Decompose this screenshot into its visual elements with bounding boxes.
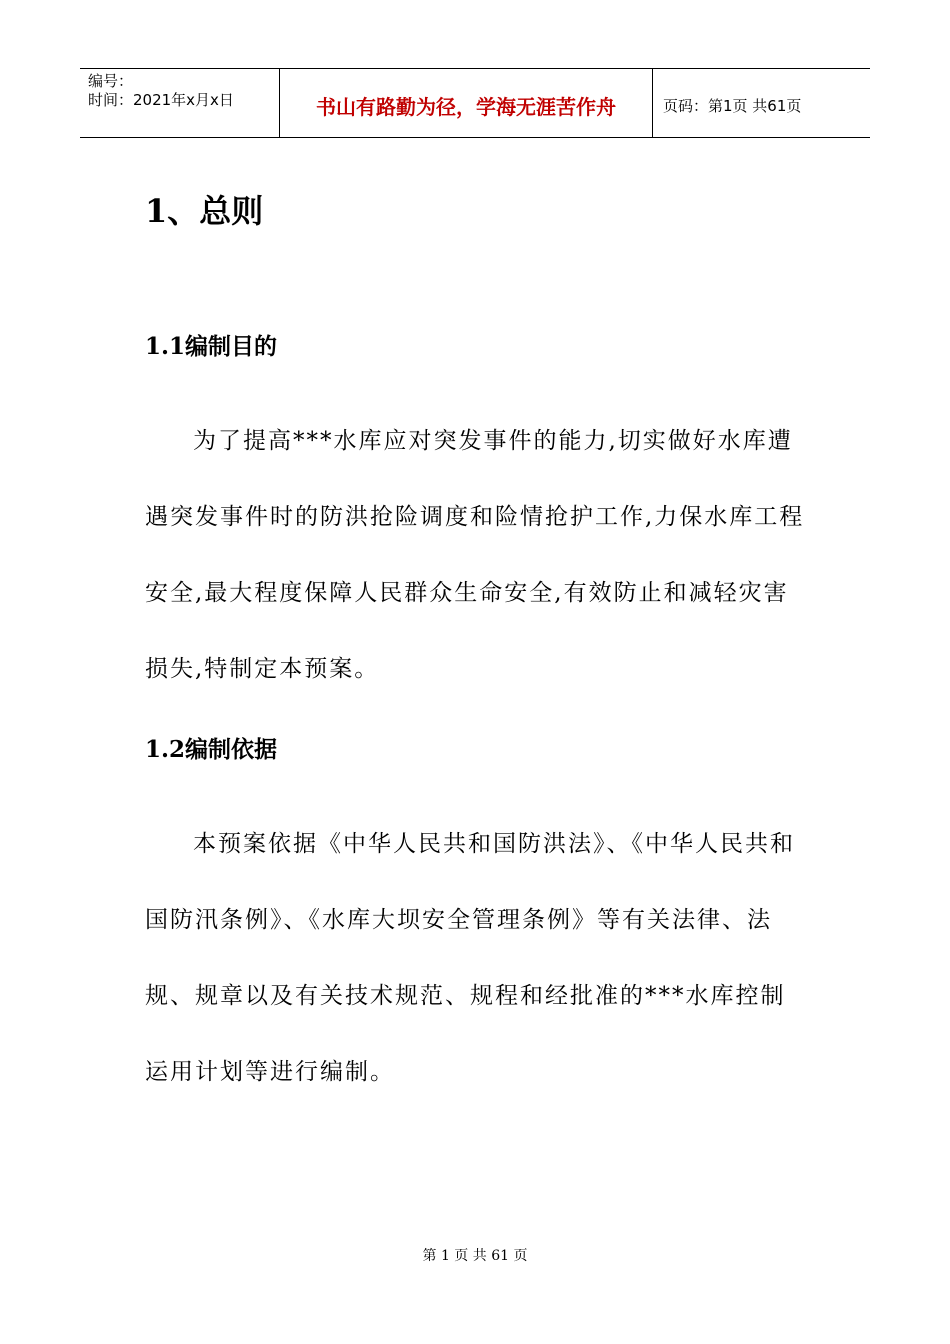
header-motto: 书山有路勤为径，学海无涯苦作舟	[280, 69, 653, 137]
header-page-info: 页码：第1页 共61页	[663, 96, 802, 115]
section-title-purpose: 1.1编制目的	[145, 333, 278, 360]
document-time-label: 时间：2021年x月x日	[88, 91, 234, 109]
page-header	[80, 68, 870, 138]
page-footer: 第 1 页 共 61 页	[422, 1248, 528, 1264]
header-meta	[80, 69, 280, 137]
section-title-basis: 1.2编制依据	[145, 736, 278, 763]
paragraph-purpose: 为了提高***水库应对突发事件的能力,切实做好水库遭遇突发事件时的防洪抢险调度和险情抢护工作,力保水库工程安全,最大程度保障人民群众生命安全,有效防止和减轻灾害损失,特制定本预案。	[145, 428, 805, 682]
document-number-label: 编号：	[88, 72, 134, 90]
paragraph-basis: 本预案依据《中华人民共和国防洪法》、《中华人民共和国防汛条例》、《水库大坝安全管理条例》等有关法律、法规、规章以及有关技术规范、规程和经批准的***水库控制运用计划等进行编制。	[145, 831, 795, 1085]
section-title-general: 1、总则	[145, 192, 264, 230]
